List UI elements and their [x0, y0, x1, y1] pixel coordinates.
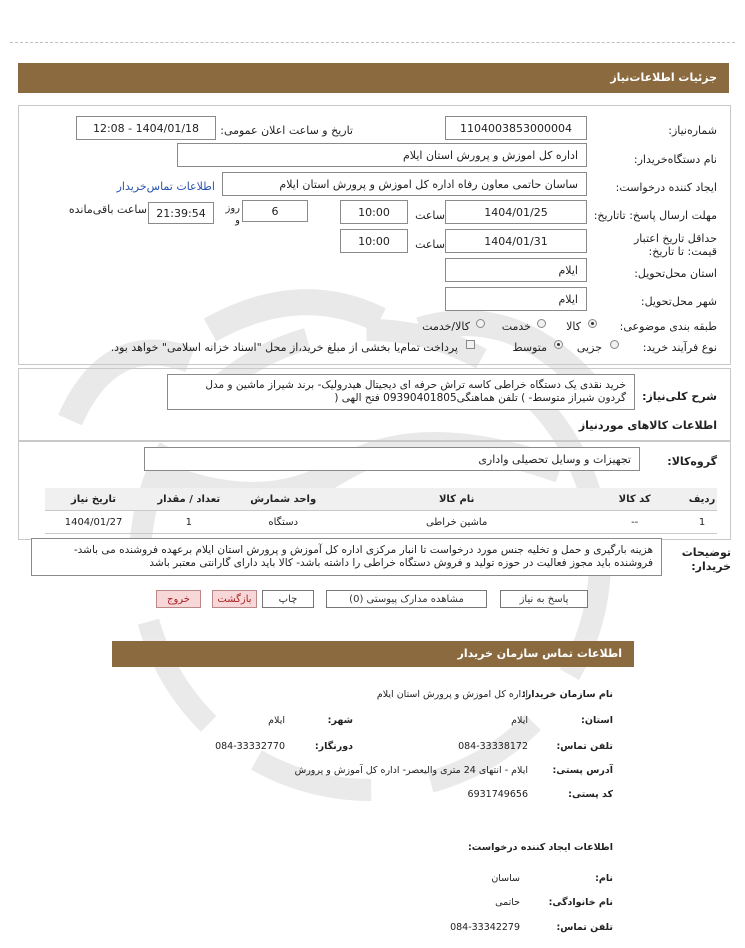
need-number-label: شماره‌نیاز:: [668, 124, 717, 137]
process-option-medium: متوسط: [512, 341, 547, 354]
contact-fax-value: 084-33332770: [215, 741, 285, 752]
announce-field: 1404/01/18 - 12:08: [76, 116, 216, 140]
cell-unit: دستگاه: [235, 511, 331, 534]
col-date: تاریخ نیاز: [45, 488, 142, 511]
category-radio-goods-service[interactable]: [476, 319, 485, 328]
delivery-province-field: ایلام: [445, 258, 587, 282]
goods-group-field: تجهیزات و وسایل تحصیلی واداری: [144, 447, 640, 471]
view-attachments-button[interactable]: مشاهده مدارک پیوستی (0): [326, 590, 487, 608]
col-row: ردیف: [687, 488, 717, 511]
price-valid-time-label: ساعت: [415, 238, 445, 251]
contact-org-label: نام سازمان خریدار:: [522, 689, 613, 700]
contact-phone-label: تلفن تماس:: [556, 741, 613, 752]
description-label: شرح کلی‌نیاز:: [642, 390, 717, 403]
creator-name-label: نام:: [595, 873, 613, 884]
price-valid-date-field: 1404/01/31: [445, 229, 587, 253]
cell-row: 1: [687, 511, 717, 534]
cell-code: --: [582, 511, 687, 534]
category-label: طبقه بندی موضوعی:: [619, 320, 717, 333]
buyer-contact-link[interactable]: اطلاعات تماس‌خریدار: [116, 180, 215, 193]
creator-section-title: اطلاعات ایجاد کننده درخواست:: [467, 842, 613, 853]
days-remaining-field: 6: [242, 200, 308, 222]
reply-to-need-button[interactable]: پاسخ به نیاز: [500, 590, 588, 608]
reply-deadline-label: مهلت ارسال پاسخ: تاتاریخ:: [593, 209, 717, 222]
process-radio-minor[interactable]: [610, 340, 619, 349]
delivery-province-label: استان محل‌تحویل:: [634, 267, 717, 280]
col-code: کد کالا: [582, 488, 687, 511]
category-option-goods: کالا: [566, 320, 581, 333]
buyer-notes-field: هزینه بارگیری و حمل و تخلیه جنس مورد درخواست تا انبار مرکزی اداره کل آموزش و پرورش استان ایلام برعهده فروشنده می باشد- فروشنده باید مجوز فعالیت در حوزه تولید و فروش دستگاه خراطی را داشته باشد- کالا باید دارای گارانتی معتبر باشد: [31, 538, 662, 576]
creator-phone-value: 084-33342279: [450, 922, 520, 933]
col-name: نام کالا: [331, 488, 582, 511]
goods-section-title: اطلاعات کالاهای موردنیاز: [578, 419, 717, 432]
need-details-banner: [18, 63, 729, 93]
announce-label: تاریخ و ساعت اعلان عمومی:: [220, 124, 353, 137]
remaining-label: ساعت باقی‌مانده: [68, 203, 147, 216]
delivery-city-label: شهر محل‌تحویل:: [640, 295, 717, 308]
delivery-city-field: ایلام: [445, 287, 587, 311]
category-option-service: خدمت: [501, 320, 531, 333]
process-radio-medium[interactable]: [554, 340, 563, 349]
reply-date-field: 1404/01/25: [445, 200, 587, 224]
price-valid-time-field: 10:00: [340, 229, 408, 253]
table-row: [45, 511, 717, 534]
remaining-time-field: 21:39:54: [148, 202, 214, 224]
creator-label: ایجاد کننده درخواست:: [615, 181, 717, 194]
contact-org-value: اداره کل اموزش و پرورش استان ایلام: [376, 689, 528, 700]
need-number-field: 1104003853000004: [445, 116, 587, 140]
contact-fax-label: دورنگار:: [314, 741, 353, 752]
cell-date: 1404/01/27: [45, 511, 142, 534]
cell-name: ماشین خراطی: [331, 511, 582, 534]
top-divider: [10, 42, 735, 43]
treasury-payment-checkbox[interactable]: [466, 340, 475, 349]
contact-province-value: ایلام: [511, 715, 528, 726]
buyer-org-label: نام دستگاه‌خریدار:: [633, 153, 717, 166]
goods-table: [45, 488, 717, 534]
category-option-goods-service: کالا/خدمت: [422, 320, 470, 333]
price-valid-label: حداقل تاریخ اعتبار قیمت: تا تاریخ:: [633, 232, 717, 258]
treasury-payment-note: پرداخت تمام‌یا بخشی از مبلغ خرید،از محل "اسناد خزانه اسلامی" خواهد بود.: [110, 341, 458, 354]
category-radio-service[interactable]: [537, 319, 546, 328]
description-field: خرید نقدی یک دستگاه خراطی کاسه تراش حرفه ای دیجیتال هیدرولیک- برند شیراز ماشین و مدل گردون شیراز متوسط- ) تلفن هماهنگی09390401805 فتح الهی (: [167, 374, 635, 410]
contact-phone-value: 084-33338172: [458, 741, 528, 752]
print-button[interactable]: چاپ: [262, 590, 314, 608]
contact-province-label: استان:: [581, 715, 613, 726]
contact-postal-value: 6931749656: [467, 789, 528, 800]
category-radio-goods[interactable]: [588, 319, 597, 328]
goods-table-header: [45, 488, 717, 511]
creator-field: ساسان حاتمی معاون رفاه اداره کل اموزش و پرورش استان ایلام: [222, 172, 587, 196]
creator-phone-label: تلفن تماس:: [556, 922, 613, 933]
buyer-notes-label: توضیحات خریدار:: [681, 546, 731, 573]
back-button[interactable]: بازگشت: [212, 590, 257, 608]
contact-city-value: ایلام: [268, 715, 285, 726]
contact-city-label: شهر:: [327, 715, 353, 726]
process-label: نوع فرآیند خرید:: [642, 341, 717, 354]
contact-address-label: آدرس پستی:: [552, 765, 613, 776]
process-option-minor: جزیی: [576, 341, 602, 354]
need-details-title: جزئیات اطلاعات‌نیاز: [610, 71, 717, 84]
contact-banner: [112, 641, 634, 667]
col-unit: واحد شمارش: [235, 488, 331, 511]
contact-address-value: ایلام - انتهای 24 متری والیعصر- اداره کل آموزش و پرورش: [294, 765, 528, 776]
cell-quantity: 1: [142, 511, 235, 534]
creator-family-value: حاتمی: [495, 897, 520, 908]
exit-button[interactable]: خروج: [156, 590, 201, 608]
creator-family-label: نام خانوادگی:: [548, 897, 613, 908]
reply-time-label: ساعت: [415, 209, 445, 222]
buyer-org-field: اداره کل اموزش و پرورش استان ایلام: [177, 143, 587, 167]
days-label: روز و: [225, 203, 240, 226]
reply-time-field: 10:00: [340, 200, 408, 224]
contact-postal-label: کد پستی:: [568, 789, 613, 800]
creator-name-value: ساسان: [491, 873, 520, 884]
col-quantity: تعداد / مقدار: [142, 488, 235, 511]
goods-group-label: گروه‌کالا:: [667, 455, 717, 468]
contact-banner-title: اطلاعات تماس سازمان خریدار: [457, 647, 622, 660]
